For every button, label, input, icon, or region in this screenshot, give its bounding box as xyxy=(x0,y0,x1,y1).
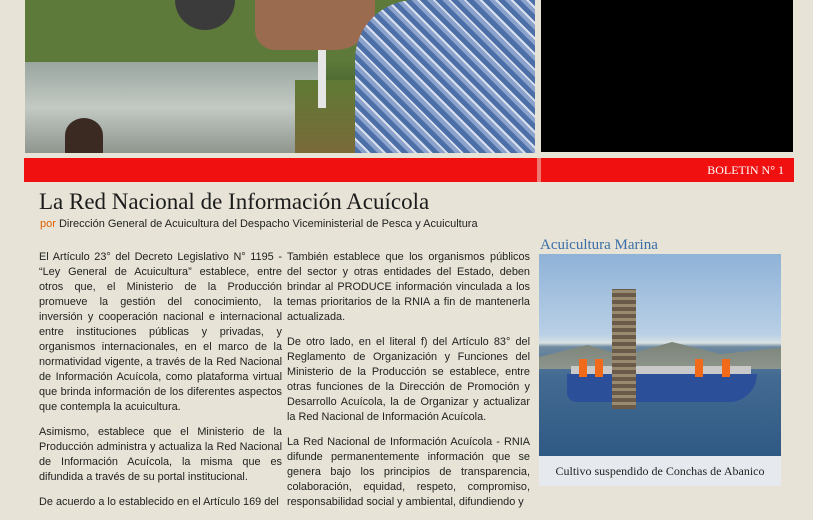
bulletin-number: BOLETIN N° 1 xyxy=(707,163,784,177)
crew-figure xyxy=(722,359,730,377)
hero-photo-dark xyxy=(541,0,793,152)
paragraph: También establece que los organismos públicos del sector y otras entidades del Estado, deben brindar al PRODUCE información vinculada a los temas prioritarios de la RNIA a fin de mantenerla actualizada. xyxy=(287,251,530,323)
mountain-shape xyxy=(539,339,781,369)
sidebar-title: Acuicultura Marina xyxy=(540,237,658,253)
paragraph: Asimismo, establece que el Ministerio de la Producción administra y actualiza la Red Nacional de Información Acuícola, la misma que es difundida a través de su portal institucional. xyxy=(39,426,282,483)
lantern-net-shape xyxy=(612,289,636,409)
crew-figure xyxy=(695,359,703,377)
fish-shape xyxy=(175,0,235,30)
article-title: La Red Nacional de Información Acuícola xyxy=(39,189,430,214)
article-column-1 xyxy=(39,250,282,520)
article-column-2 xyxy=(287,250,530,520)
photo-caption: Cultivo suspendido de Conchas de Abanico xyxy=(539,456,781,486)
banner-divider xyxy=(537,158,541,182)
paragraph: De otro lado, en el literal f) del Artículo 83° del Reglamento de Organización y Funciones del Ministerio de la Producción se establece, entre otras funciones de la Dirección de Promoción y Desarrollo Acuícola, la de Organizar y actualizar la Red Nacional de Información Acuícola. xyxy=(287,336,530,423)
byline-author: Dirección General de Acuicultura del Despacho Viceministerial de Pesca y Acuicultura xyxy=(58,218,478,230)
crew-figure xyxy=(579,359,587,377)
paragraph: De acuerdo a lo establecido en el Artículo 169 del xyxy=(39,496,279,508)
boat-hull-shape xyxy=(567,374,757,402)
paragraph: El Artículo 23° del Decreto Legislativo N° 1195 - “Ley General de Acuicultura” establece, entre otros que, el Ministerio de la Producción promueve la gestión del conocimiento, la inversión y cooperación nacional e internacional entre instituciones públicas y privadas, y organismos internacionales, en el marco de la normatividad vigente, a través de la Red Nacional de Información Acuícola, como plataforma virtual que brinda información de los diferentes aspectos que contempla la acuicultura. xyxy=(39,251,282,413)
byline-prefix: por xyxy=(40,218,56,230)
person-head-shape xyxy=(65,118,103,153)
marker-post xyxy=(318,48,326,108)
crew-figure xyxy=(595,359,603,377)
bulletin-banner xyxy=(24,158,794,182)
plaid-shirt-shape xyxy=(355,0,535,153)
article-byline xyxy=(40,218,478,230)
paragraph: La Red Nacional de Información Acuícola - RNIA difunde permanentemente información que se genera bajo los principios de transparencia, colaboración, equidad, respeto, compromiso, responsabilidad social y ambiental, difundiendo y xyxy=(287,436,530,508)
sidebar-photo-boat xyxy=(539,254,781,456)
hero-photo-fish-farm xyxy=(25,0,535,153)
